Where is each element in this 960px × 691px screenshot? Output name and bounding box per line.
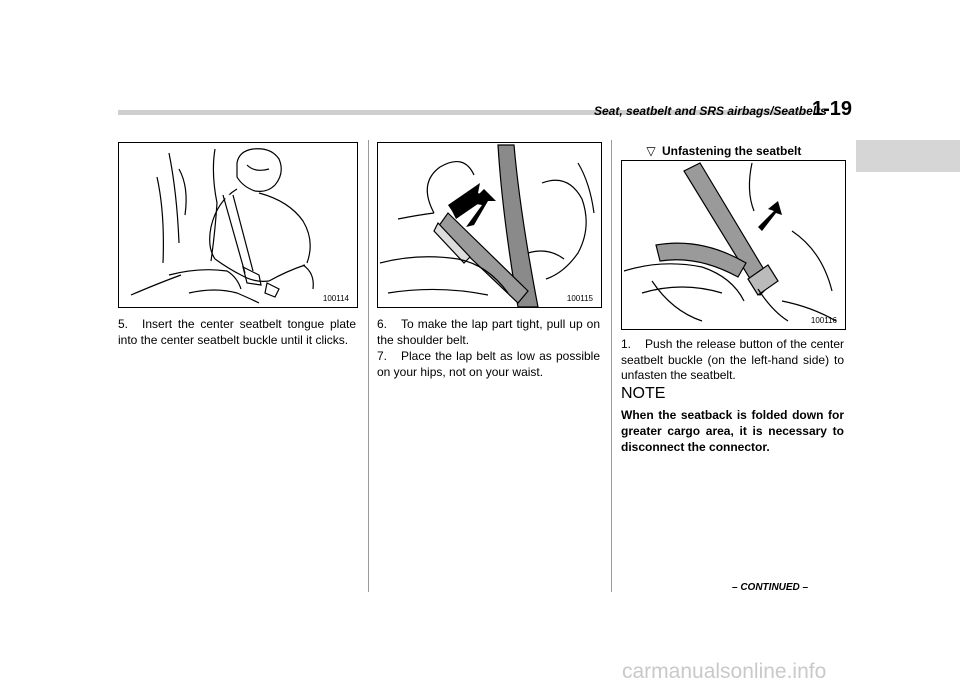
heading-marker: ▽ <box>646 144 656 158</box>
chapter-tab <box>856 140 960 172</box>
figure-code: 100115 <box>566 294 593 303</box>
figure-insert-tongue-plate <box>118 142 358 308</box>
section-title: Seat, seatbelt and SRS airbags/Seatbelts <box>594 104 827 118</box>
step-text: Place the lap belt as low as possible on your hips, not on your waist. <box>377 349 600 379</box>
step-number: 7. <box>377 349 388 363</box>
step-text: To make the lap part tight, pull up on the shoulder belt. <box>377 317 600 347</box>
section-heading <box>640 144 801 158</box>
instruction-step <box>377 317 600 348</box>
step-number: 1. <box>621 337 632 351</box>
step-number: 5. <box>118 317 129 331</box>
step-number: 6. <box>377 317 388 331</box>
seated-person-illustration <box>119 143 357 307</box>
page-number: 1-19 <box>812 98 853 120</box>
note-title: NOTE <box>621 385 666 402</box>
figure-code: 100114 <box>322 294 349 303</box>
figure-pull-shoulder-belt <box>377 142 602 308</box>
figure-code: 100116 <box>810 316 837 325</box>
instruction-step <box>377 349 600 380</box>
instruction-step <box>621 337 844 384</box>
step-text: Push the release button of the center seatbelt buckle (on the left-hand side) to unfasten the seatbelt. <box>621 337 844 382</box>
figure-release-buckle <box>621 160 846 330</box>
buckle-release-illustration <box>622 161 845 329</box>
note-text: When the seatback is folded down for greater cargo area, it is necessary to disconnect the connector. <box>621 408 844 454</box>
column-divider <box>611 140 612 592</box>
instruction-step <box>118 317 356 348</box>
belt-adjust-illustration <box>378 143 601 307</box>
watermark: carmanualsonline.info <box>622 660 827 683</box>
step-text: Insert the center seatbelt tongue plate into the center seatbelt buckle until it clicks. <box>118 317 356 347</box>
heading-text: Unfastening the seatbelt <box>662 144 802 158</box>
column-divider <box>368 140 369 592</box>
continued-label: – CONTINUED – <box>732 582 809 593</box>
